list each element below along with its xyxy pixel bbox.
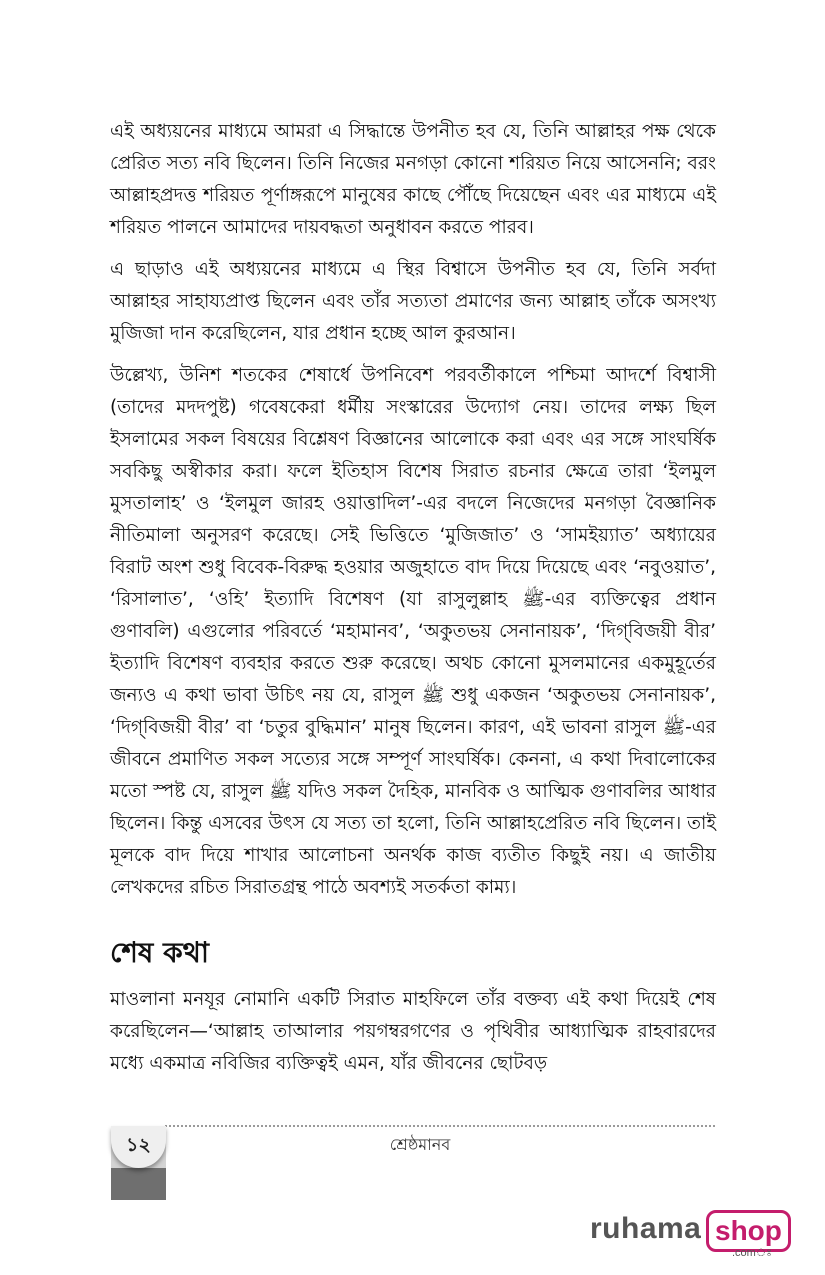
page-number: ১২ [111,1126,166,1168]
paragraph-3: উল্লেখ্য, উনিশ শতকের শেষার্ধে উপনিবেশ পরবর্তীকালে পশ্চিমা আদর্শে বিশ্বাসী (তাদের মদদপুষ্ট) গবেষকেরা ধর্মীয় সংস্কারের উদ্যোগ নেয়। তাদের লক্ষ্য ছিল ইসলামের সকল বিষয়ের বিশ্লেষণ বিজ্ঞানের আলোকে করা এবং এর সঙ্গে সাংঘর্ষিক সবকিছু অস্বীকার করা। ফলে ইতিহাস বিশেষ সিরাত রচনার ক্ষেত্রে তারা ‘ইলমুল মুসতালাহ’ ও ‘ইলমুল জারহ ওয়াত্তাদিল’-এর বদলে নিজেদের মনগড়া বৈজ্ঞানিক নীতিমালা অনুসরণ করেছে। সেই ভিত্তিতে ‘মুজিজাত’ ও ‘সামইয়্যাত’ অধ্যায়ের বিরাট অংশ শুধু বিবেক-বিরুদ্ধ হওয়ার অজুহাতে বাদ দিয়ে দিয়েছে এবং ‘নবুওয়াত’, ‘রিসালাত’, ‘ওহি’ ইত্যাদি বিশেষণ (যা রাসুলুল্লাহ ﷺ-এর ব্যক্তিত্বের প্রধান গুণাবলি) এগুলোর পরিবর্তে ‘মহামানব’, ‘অকুতভয় সেনানায়ক’, ‘দিগ্‌বিজয়ী বীর’ ইত্যাদি বিশেষণ ব্যবহার করতে শুরু করেছে। অথচ কোনো মুসলমানের একমুহূর্তের জন্যও এ কথা ভাবা উচিৎ নয় যে, রাসুল ﷺ শুধু একজন ‘অকুতভয় সেনানায়ক’, ‘দিগ্‌বিজয়ী বীর’ বা ‘চতুর বুদ্ধিমান’ মানুষ ছিলেন। কারণ, এই ভাবনা রাসুল ﷺ-এর জীবনে প্রমাণিত সকল সত্যের সঙ্গে সম্পূর্ণ সাংঘর্ষিক। কেননা, এ কথা দিবালোকের মতো স্পষ্ট যে, রাসুল ﷺ যদিও সকল দৈহিক, মানবিক ও আত্মিক গুণাবলির আধার ছিলেন। কিন্তু এসবের উৎস যে সত্য তা হলো, তিনি আল্লাহপ্রেরিত নবি ছিলেন। তাই মূলকে বাদ দিয়ে শাখার আলোচনা অনর্থক কাজ ব্যতীত কিছুই নয়। এ জাতীয় লেখকদের রচিত সিরাতগ্রন্থ পাঠে অবশ্যই সতর্কতা কাম্য। [110,365,716,898]
paragraph-1: এই অধ্যয়নের মাধ্যমে আমরা এ সিদ্ধান্তে উপনীত হব যে, তিনি আল্লাহর পক্ষ থেকে প্রেরিত সত্য নবি ছিলেন। তিনি নিজের মনগড়া কোনো শরিয়ত নিয়ে আসেননি; বরং আল্লাহপ্রদত্ত শরিয়ত পূর্ণাঙ্গরূপে মানুষের কাছে পৌঁছে দিয়েছেন এবং এর মাধ্যমে এই শরিয়ত পালনে আমাদের দায়বদ্ধতা অনুধাবন করতে পারব। [110,121,716,238]
page-body [110,116,716,1090]
footer-dotted-rule [165,1125,715,1127]
logo-brand-word: ruhama [590,1212,702,1245]
logo-suffix: .comঃ [731,1247,772,1259]
closing-paragraph: মাওলানা মনযূর নোমানি একটি সিরাত মাহফিলে তাঁর বক্তব্য এই কথা দিয়েই শেষ করেছিলেন—‘আল্লাহ তাআলার পয়গম্বরগণের ও পৃথিবীর আধ্যাত্মিক রাহবারদের মধ্যে একমাত্র নবিজির ব্যক্তিত্বই এমন, যাঁর জীবনের ছোটবড় [110,989,716,1074]
ruhama-shop-logo [590,1208,780,1258]
section-heading: শেষ কথা [110,936,209,969]
paragraph-2: এ ছাড়াও এই অধ্যয়নের মাধ্যমে এ স্থির বিশ্বাসে উপনীত হব যে, তিনি সর্বদা আল্লাহর সাহায্যপ্রাপ্ত ছিলেন এবং তাঁর সত্যতা প্রমাণের জন্য আল্লাহ তাঁকে অসংখ্য মুজিজা দান করেছিলেন, যার প্রধান হচ্ছে আল কুরআন। [110,259,716,344]
page-number-tab-shadow [111,1168,166,1200]
logo-shop-box: shop [706,1210,791,1252]
running-title: শ্রেষ্ঠমানব [389,1135,451,1154]
